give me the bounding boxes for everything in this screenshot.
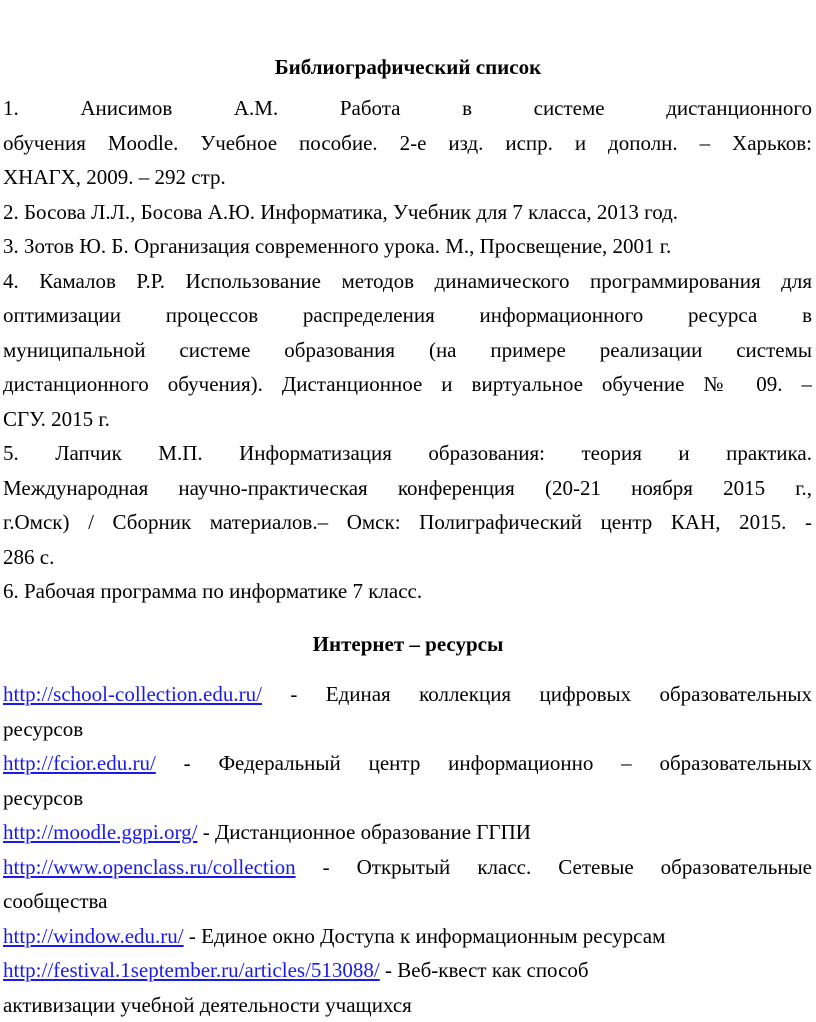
bibliography-entry-5-line-1: 5. Лапчик М.П. Информатизация образования: теория и практика. (3, 436, 812, 471)
bibliography-entry-4-line-2: оптимизации процессов распределения информационного ресурса в (3, 298, 812, 333)
resource-desc-4: - Открытый класс. Сетевые образовательные (296, 855, 812, 879)
resource-link-4[interactable]: http://www.openclass.ru/collection (3, 855, 296, 879)
resource-desc-6: - Веб-квест как способ (380, 958, 589, 982)
bibliography-entry-1-line-2: обучения Moodle. Учебное пособие. 2-е изд. испр. и дополн. – Харьков: (3, 126, 812, 161)
resource-desc-5: - Единое окно Доступа к информационным ресурсам (184, 924, 666, 948)
bibliography-entry-4-line-5: СГУ. 2015 г. (3, 402, 812, 437)
bibliography-entry-4-line-3: муниципальной системе образования (на примере реализации системы (3, 333, 812, 368)
bibliography-entry-6-line-1: 6. Рабочая программа по информатике 7 класс. (3, 574, 812, 609)
resource-item-1 (3, 677, 812, 712)
bibliography-entry-3-line-1: 3. Зотов Ю. Б. Организация современного урока. М., Просвещение, 2001 г. (3, 229, 812, 264)
resource-item-5 (3, 919, 812, 954)
bibliography-title: Библиографический список (0, 52, 816, 82)
resource-link-1[interactable]: http://school-collection.edu.ru/ (3, 682, 262, 706)
resource-item-2-cont: ресурсов (3, 781, 812, 816)
resource-link-2[interactable]: http://fcior.edu.ru/ (3, 751, 156, 775)
bibliography-entry-5-line-3: г.Омск) / Сборник материалов.– Омск: Полиграфический центр КАН, 2015. - (3, 505, 812, 540)
resource-item-6-cont: активизации учебной деятельности учащихся (3, 988, 812, 1022)
bibliography-entry-5-line-2: Международная научно-практическая конференция (20-21 ноября 2015 г., (3, 471, 812, 506)
resource-item-1-cont: ресурсов (3, 712, 812, 747)
resource-link-6[interactable]: http://festival.1september.ru/articles/513088/ (3, 958, 380, 982)
bibliography-entry-4-line-1: 4. Камалов Р.Р. Использование методов динамического программирования для (3, 264, 812, 299)
bibliography-list (3, 91, 812, 609)
resource-item-4 (3, 850, 812, 885)
resource-desc-2: - Федеральный центр информационно – образовательных (156, 751, 812, 775)
resource-item-3 (3, 815, 812, 850)
resources-list (3, 677, 812, 1022)
resources-title: Интернет – ресурсы (0, 629, 816, 659)
bibliography-entry-2-line-1: 2. Босова Л.Л., Босова А.Ю. Информатика, Учебник для 7 класса, 2013 год. (3, 195, 812, 230)
resource-item-2 (3, 746, 812, 781)
resource-link-3[interactable]: http://moodle.ggpi.org/ (3, 820, 197, 844)
bibliography-entry-5-line-4: 286 с. (3, 540, 812, 575)
bibliography-entry-1-line-1: 1. Анисимов А.М. Работа в системе дистанционного (3, 91, 812, 126)
resource-desc-1: - Единая коллекция цифровых образовательных (262, 682, 812, 706)
resource-link-5[interactable]: http://window.edu.ru/ (3, 924, 184, 948)
bibliography-entry-1-line-3: ХНАГХ, 2009. – 292 стр. (3, 160, 812, 195)
resource-item-4-cont: сообщества (3, 884, 812, 919)
resource-desc-3: - Дистанционное образование ГГПИ (197, 820, 530, 844)
resource-item-6 (3, 953, 812, 988)
bibliography-entry-4-line-4: дистанционного обучения). Дистанционное и виртуальное обучение № 09. – (3, 367, 812, 402)
